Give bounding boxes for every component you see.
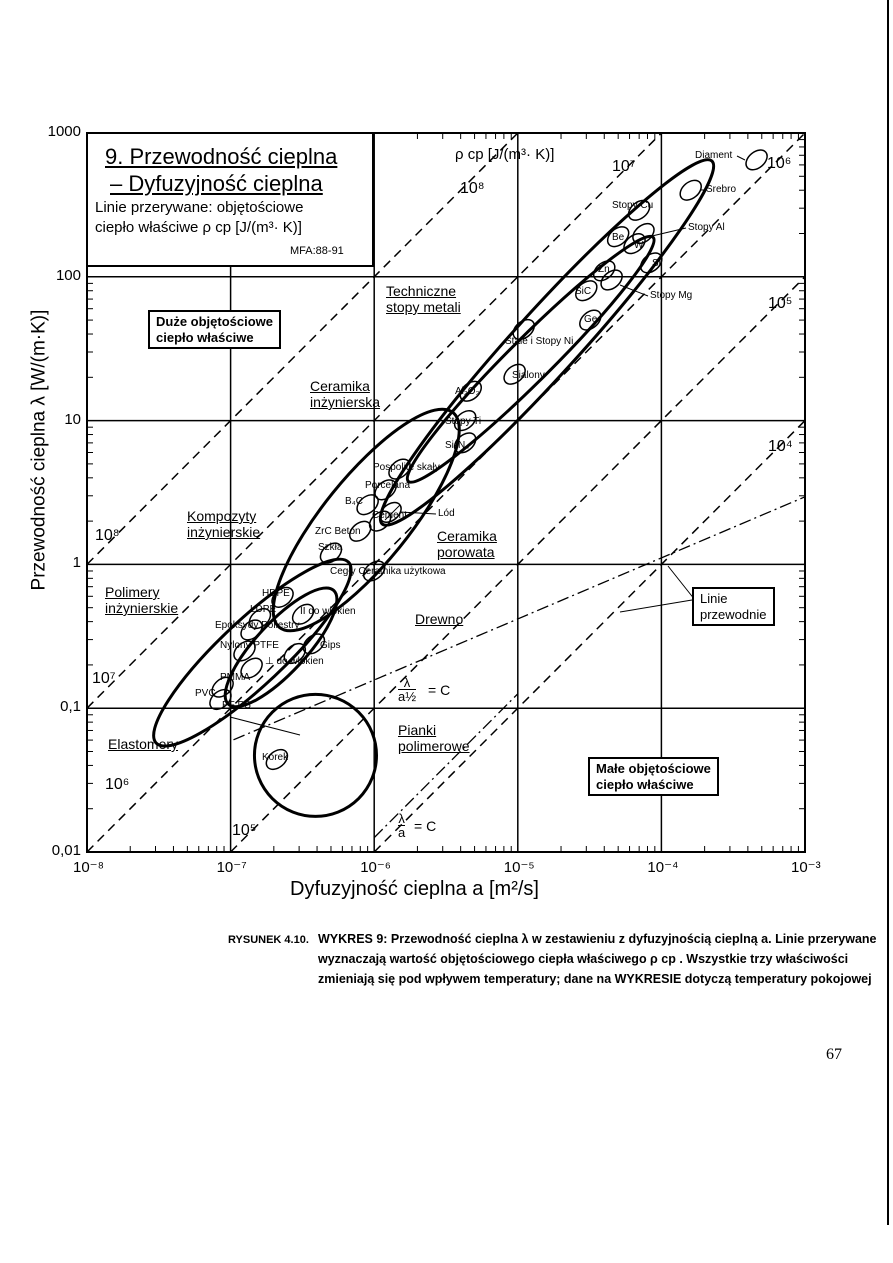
material-label: HDPE bbox=[262, 588, 290, 599]
material-label: Pospolite skały bbox=[373, 462, 440, 473]
small-heat-capacity-box: Małe objętościowe ciepło właściwe bbox=[588, 757, 719, 796]
label-eng-ceramics: Ceramika inżynierska bbox=[310, 378, 381, 410]
guide-line-linear bbox=[374, 694, 518, 838]
note-line: ciepło właściwe ρ cp [J/(m³· K)] bbox=[95, 219, 302, 236]
material-label: Zn bbox=[598, 264, 610, 275]
guide-formula-sqrt: λ a½ bbox=[398, 675, 417, 704]
guide-formula-linear: λ a bbox=[398, 811, 406, 840]
material-label: Korek bbox=[262, 752, 289, 763]
x-tick-label: 10⁻⁷ bbox=[216, 859, 247, 876]
material-label: LDPE bbox=[250, 604, 277, 615]
material-label: Stopy Mg bbox=[650, 290, 693, 301]
y-tick-label: 1000 bbox=[47, 123, 81, 140]
material-label: Stopy Ti bbox=[445, 416, 482, 427]
y-tick-label: 0,01 bbox=[51, 842, 81, 859]
material-label: Lód bbox=[438, 508, 455, 519]
material-label: PMMA bbox=[220, 672, 250, 683]
material-label: II do włókien bbox=[300, 606, 356, 617]
caption-line: wyznaczają wartość objętościowego ciepła właściwego ρ cp . Wszystkie trzy właściwości bbox=[318, 952, 849, 966]
figure-number: RYSUNEK 4.10. bbox=[228, 934, 309, 946]
rho-cp-label: 10⁸ bbox=[460, 180, 485, 197]
guide-formula-rhs: = C bbox=[414, 818, 437, 834]
label-foams: Pianki polimerowe bbox=[398, 722, 470, 754]
label-wood: Drewno bbox=[415, 611, 464, 627]
material-label: Diament bbox=[695, 150, 733, 161]
guide-lines-box: Linie przewodnie bbox=[692, 587, 775, 626]
rho-cp-label: 10⁴ bbox=[768, 438, 793, 455]
material-label: Porcelana bbox=[365, 480, 411, 491]
material-label: Nylony PTFE bbox=[220, 640, 279, 651]
material-label: Cegły Ceramika użytkowa bbox=[330, 566, 446, 577]
x-tick-label: 10⁻⁶ bbox=[360, 859, 391, 876]
rho-cp-label: 10⁶ bbox=[767, 155, 792, 172]
y-tick-label: 0,1 bbox=[60, 698, 81, 716]
caption-line: WYKRES 9: Przewodność cieplna λ w zestawieniu z dyfuzyjnością cieplną a. Linie przerywane bbox=[318, 932, 877, 946]
material-label: ZrC Beton bbox=[315, 526, 361, 537]
label-polymers: Polimery inżynierskie bbox=[105, 584, 179, 616]
x-tick-label: 10⁻⁴ bbox=[647, 859, 679, 876]
rho-cp-label: 10⁵ bbox=[768, 295, 793, 312]
caption-line: zmieniają się pod wpływem temperatury; dane na WYKRESIE dotyczą temperatury pokojowej bbox=[318, 972, 872, 986]
material-label: Al₂O₃ bbox=[455, 386, 480, 397]
rho-cp-header: ρ cp [J/(m³· K)] bbox=[455, 146, 555, 163]
material-label: Szkła bbox=[318, 542, 343, 553]
material-label: B₄C bbox=[345, 496, 363, 507]
material-label: SiC bbox=[575, 286, 592, 297]
rho-cp-label: 10⁸ bbox=[95, 527, 120, 544]
material-label: Stale i Stopy Ni bbox=[505, 336, 574, 347]
material-label: Stopy Al bbox=[688, 222, 725, 233]
y-tick-label: 100 bbox=[55, 266, 81, 284]
chart-subtitle: – Dyfuzyjność cieplna bbox=[110, 171, 323, 196]
material-label: W bbox=[634, 240, 644, 251]
rho-cp-label: 10⁵ bbox=[232, 822, 257, 839]
material-label: Gips bbox=[320, 640, 341, 651]
material-label: Si bbox=[652, 258, 661, 269]
label-porous-ceramics: Ceramika porowata bbox=[437, 528, 497, 560]
material-label: PVC bbox=[195, 688, 216, 699]
material-label: Srebro bbox=[706, 184, 737, 195]
label-composites: Kompozyty inżynierskie bbox=[187, 508, 261, 540]
x-axis-label: Dyfuzyjność cieplna a [m²/s] bbox=[290, 878, 539, 900]
x-tick-label: 10⁻⁵ bbox=[503, 859, 535, 876]
material-label: Sialony bbox=[512, 370, 545, 381]
y-tick-label: 10 bbox=[64, 410, 81, 428]
material-label: Stopy Cu bbox=[612, 200, 654, 211]
material-label: Epoksydy Poliestry bbox=[215, 620, 300, 631]
material-label: ⊥ do włókien bbox=[265, 656, 324, 667]
rho-cp-label: 10⁷ bbox=[92, 670, 116, 687]
note-line: Linie przerywane: objętościowe bbox=[95, 199, 304, 216]
source-label: MFA:88-91 bbox=[290, 245, 344, 257]
label-elastomers: Elastomery bbox=[108, 736, 179, 752]
page-number: 67 bbox=[826, 1046, 842, 1063]
material-label: Ge bbox=[584, 314, 598, 325]
material-label: PF PS bbox=[222, 700, 251, 711]
material-label: Be bbox=[612, 232, 625, 243]
x-tick-label: 10⁻⁸ bbox=[73, 859, 104, 876]
rho-cp-label: 10⁶ bbox=[105, 776, 130, 793]
x-tick-label: 10⁻³ bbox=[791, 859, 821, 876]
y-axis-label: Przewodność cieplna λ [W/(m·K)] bbox=[28, 309, 50, 591]
large-heat-capacity-box: Duże objętościowe ciepło właściwe bbox=[148, 310, 281, 349]
y-tick-label: 1 bbox=[72, 554, 81, 572]
label-metals: Techniczne stopy metali bbox=[386, 283, 461, 315]
material-label: Cement bbox=[372, 510, 408, 521]
guide-formula-rhs: = C bbox=[428, 682, 451, 698]
material-label: Si₃N₄ bbox=[445, 440, 470, 451]
rho-cp-label: 10⁷ bbox=[612, 158, 636, 175]
chart-title: 9. Przewodność cieplna bbox=[105, 144, 338, 169]
